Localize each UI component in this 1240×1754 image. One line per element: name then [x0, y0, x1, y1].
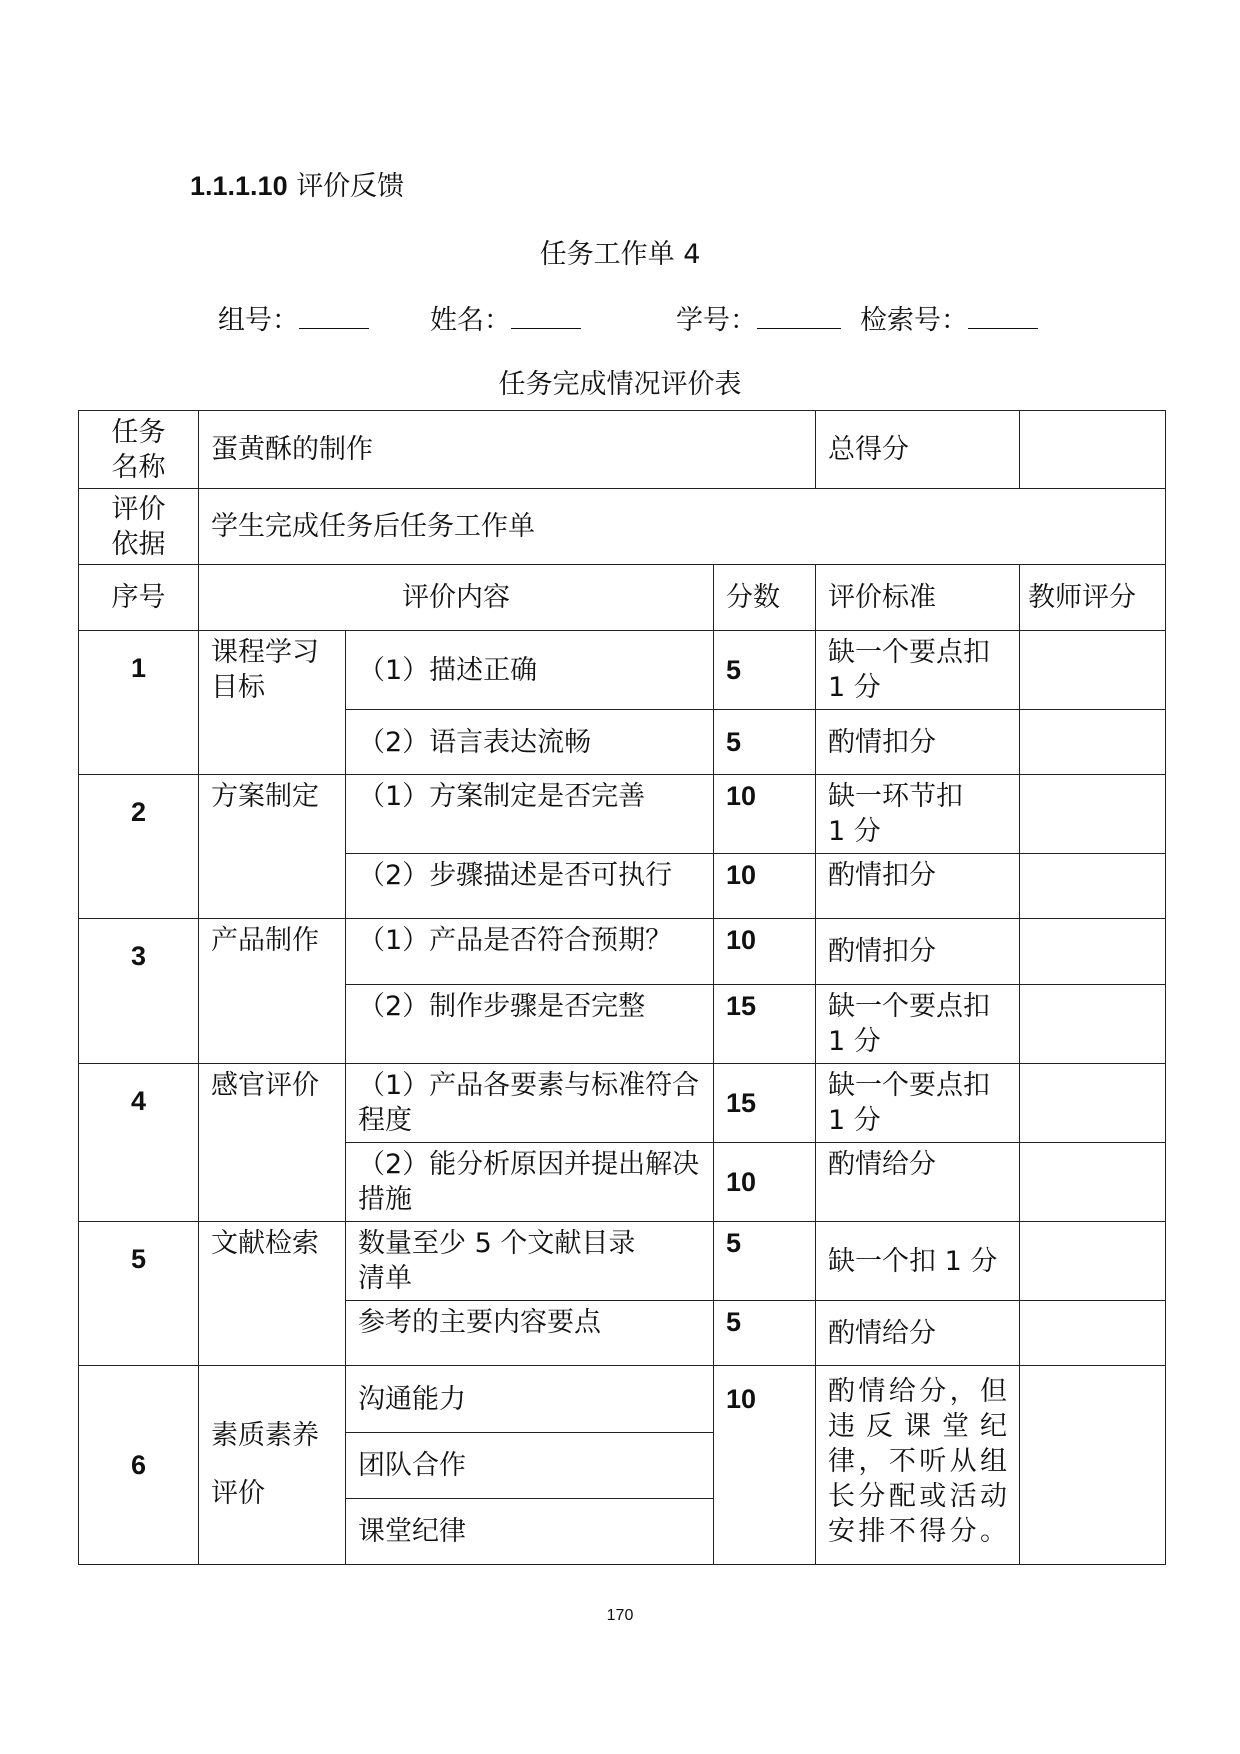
row-score: 5	[714, 1222, 816, 1301]
row-standard: 酌情给分	[816, 1143, 1020, 1222]
row-score: 10	[714, 854, 816, 919]
teacher-score-cell[interactable]	[1020, 919, 1166, 985]
row-category: 文献检索	[199, 1222, 346, 1366]
teacher-score-cell[interactable]	[1020, 1301, 1166, 1366]
student-id-field	[676, 298, 841, 337]
header-row	[79, 565, 1166, 631]
row-category: 素质素养评价	[199, 1366, 346, 1565]
search-id-field	[860, 298, 1038, 337]
row-category: 课程学习目标	[199, 631, 346, 775]
basis-row	[79, 489, 1166, 565]
row-number: 2	[79, 775, 199, 919]
table-row	[79, 631, 1166, 710]
teacher-score-cell[interactable]	[1020, 631, 1166, 710]
row-number: 6	[79, 1366, 199, 1565]
row-number: 1	[79, 631, 199, 775]
row-standard: 酌情给分	[816, 1301, 1020, 1366]
teacher-score-cell[interactable]	[1020, 1222, 1166, 1301]
row-category: 产品制作	[199, 919, 346, 1064]
row-category: 感官评价	[199, 1064, 346, 1222]
row-content: （2）能分析原因并提出解决措施	[346, 1143, 714, 1222]
task-name-value: 蛋黄酥的制作	[199, 411, 816, 489]
section-title: 评价反馈	[296, 171, 405, 202]
row-content: （1）产品各要素与标准符合程度	[346, 1064, 714, 1143]
column-header-teacher-score: 教师评分	[1020, 565, 1166, 631]
row-number: 4	[79, 1064, 199, 1222]
student-id-label: 学号：	[676, 305, 757, 336]
row-score: 15	[714, 985, 816, 1064]
row-content: （1）方案制定是否完善	[346, 775, 714, 854]
row-standard: 缺一个扣 1 分	[816, 1222, 1020, 1301]
row-category: 方案制定	[199, 775, 346, 919]
group-number-label: 组号：	[218, 305, 299, 336]
row-standard: 酌情给分，但违反课堂纪律，不听从组长分配或活动安排不得分。	[816, 1366, 1020, 1565]
search-id-blank[interactable]	[968, 306, 1038, 329]
table-row	[79, 1064, 1166, 1143]
row-score: 10	[714, 1366, 816, 1565]
student-id-blank[interactable]	[757, 306, 841, 329]
task-name-row	[79, 411, 1166, 489]
row-content: 沟通能力	[346, 1366, 714, 1433]
basis-label: 评价依据	[79, 489, 199, 565]
row-standard: 缺一个要点扣 1 分	[816, 1064, 1020, 1143]
row-standard: 酌情扣分	[816, 854, 1020, 919]
worksheet-title: 任务工作单 4	[539, 239, 701, 270]
row-content: （1）产品是否符合预期？	[346, 919, 714, 985]
row-score: 5	[714, 1301, 816, 1366]
section-number: 1.1.1.10	[190, 171, 288, 201]
row-content: 数量至少 5 个文献目录清单	[346, 1222, 714, 1301]
name-label: 姓名：	[430, 305, 511, 336]
evaluation-table-title: 任务完成情况评价表	[498, 369, 742, 400]
teacher-score-cell[interactable]	[1020, 710, 1166, 775]
teacher-score-cell[interactable]	[1020, 775, 1166, 854]
table-row	[79, 775, 1166, 854]
teacher-score-cell[interactable]	[1020, 1366, 1166, 1565]
column-header-score: 分数	[714, 565, 816, 631]
name-blank[interactable]	[511, 306, 581, 329]
name-field	[430, 298, 581, 337]
row-content: （2）语言表达流畅	[346, 710, 714, 775]
table-row	[79, 1366, 1166, 1433]
row-standard: 缺一环节扣 1 分	[816, 775, 1020, 854]
group-number-field	[218, 298, 369, 337]
table-row	[79, 1222, 1166, 1301]
task-name-label: 任务名称	[79, 411, 199, 489]
row-standard: 缺一个要点扣 1 分	[816, 985, 1020, 1064]
row-score: 15	[714, 1064, 816, 1143]
row-content: （2）步骤描述是否可执行	[346, 854, 714, 919]
row-content: 参考的主要内容要点	[346, 1301, 714, 1366]
row-content: 课堂纪律	[346, 1499, 714, 1565]
column-header-no: 序号	[79, 565, 199, 631]
teacher-score-cell[interactable]	[1020, 1064, 1166, 1143]
teacher-score-cell[interactable]	[1020, 1143, 1166, 1222]
row-number: 3	[79, 919, 199, 1064]
row-content: （2）制作步骤是否完整	[346, 985, 714, 1064]
group-number-blank[interactable]	[299, 306, 369, 329]
row-standard: 酌情扣分	[816, 919, 1020, 985]
row-standard: 酌情扣分	[816, 710, 1020, 775]
teacher-score-cell[interactable]	[1020, 854, 1166, 919]
section-heading	[190, 164, 404, 203]
teacher-score-cell[interactable]	[1020, 985, 1166, 1064]
row-content: 团队合作	[346, 1433, 714, 1499]
total-score-cell[interactable]	[1020, 411, 1166, 489]
page-number: 170	[606, 1607, 634, 1624]
row-score: 5	[714, 631, 816, 710]
row-score: 5	[714, 710, 816, 775]
column-header-content: 评价内容	[199, 565, 714, 631]
search-id-label: 检索号：	[860, 305, 968, 336]
row-score: 10	[714, 775, 816, 854]
row-standard: 缺一个要点扣 1 分	[816, 631, 1020, 710]
row-content: （1）描述正确	[346, 631, 714, 710]
total-score-label: 总得分	[816, 411, 1020, 489]
column-header-standard: 评价标准	[816, 565, 1020, 631]
row-number: 5	[79, 1222, 199, 1366]
row-score: 10	[714, 1143, 816, 1222]
basis-value: 学生完成任务后任务工作单	[199, 489, 1166, 565]
evaluation-table	[78, 410, 1166, 1565]
row-score: 10	[714, 919, 816, 985]
table-row	[79, 919, 1166, 985]
